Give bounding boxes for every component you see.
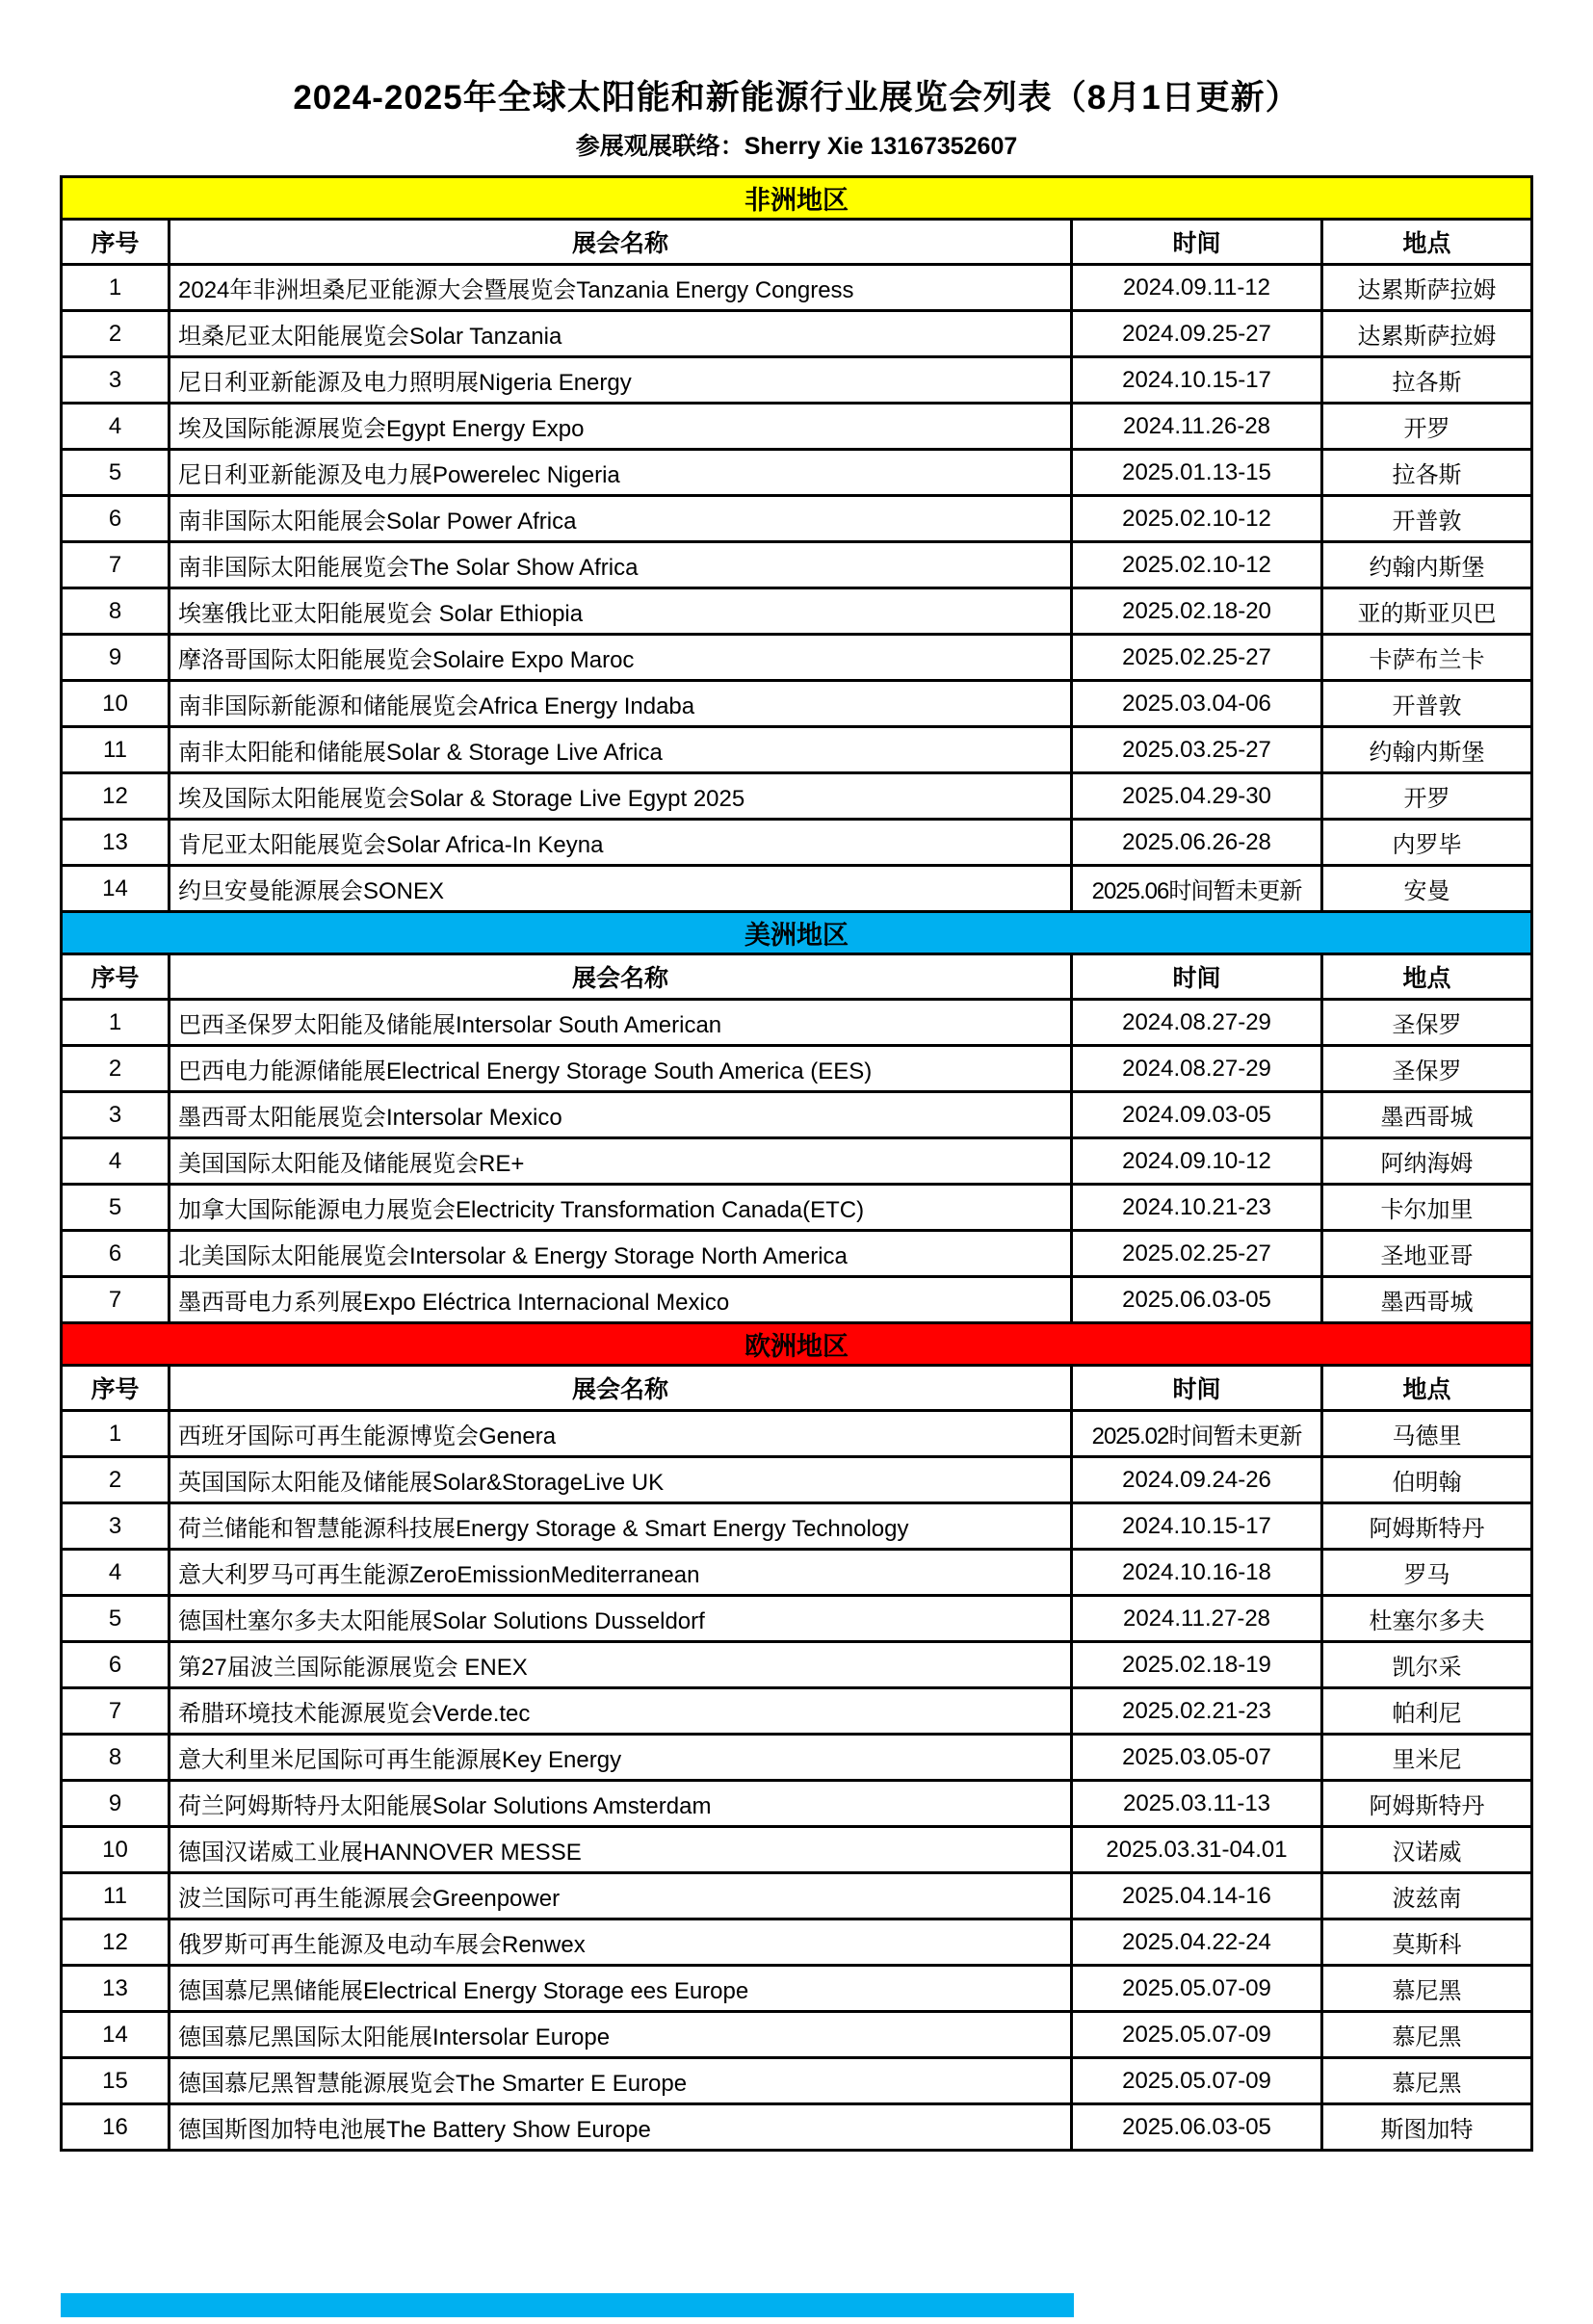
cell-index: 12	[62, 773, 170, 820]
cell-date: 2025.04.14-16	[1072, 1873, 1322, 1919]
cell-exhibition-name: 尼日利亚新能源及电力照明展Nigeria Energy	[170, 357, 1072, 404]
table-row	[62, 1457, 1532, 1503]
cell-exhibition-name: 第27届波兰国际能源展览会 ENEX	[170, 1642, 1072, 1688]
cell-location: 杜塞尔多夫	[1322, 1596, 1532, 1642]
next-section-partial-bar	[61, 2293, 1074, 2317]
table-row	[62, 1185, 1532, 1231]
column-header-name: 展会名称	[170, 1366, 1072, 1411]
cell-date: 2025.03.11-13	[1072, 1781, 1322, 1827]
column-header-date: 时间	[1072, 220, 1322, 265]
cell-exhibition-name: 美国国际太阳能及储能展览会RE+	[170, 1138, 1072, 1185]
cell-date: 2025.03.05-07	[1072, 1735, 1322, 1781]
cell-date: 2025.02.21-23	[1072, 1688, 1322, 1735]
cell-date: 2024.08.27-29	[1072, 1000, 1322, 1046]
table-row	[62, 681, 1532, 727]
cell-index: 11	[62, 727, 170, 773]
cell-date: 2025.03.31-04.01	[1072, 1827, 1322, 1873]
cell-location: 达累斯萨拉姆	[1322, 311, 1532, 357]
section-header-bar: 非洲地区	[62, 177, 1532, 220]
cell-location: 圣地亚哥	[1322, 1231, 1532, 1277]
table-row	[62, 635, 1532, 681]
cell-exhibition-name: 荷兰储能和智慧能源科技展Energy Storage & Smart Energy Technology	[170, 1503, 1072, 1550]
column-header-location: 地点	[1322, 220, 1532, 265]
table-row	[62, 1000, 1532, 1046]
cell-exhibition-name: 德国慕尼黑储能展Electrical Energy Storage ees Europe	[170, 1966, 1072, 2012]
column-header-name: 展会名称	[170, 954, 1072, 1000]
column-header-location: 地点	[1322, 954, 1532, 1000]
table-row	[62, 2058, 1532, 2104]
cell-index: 4	[62, 404, 170, 450]
cell-location: 罗马	[1322, 1550, 1532, 1596]
cell-location: 波兹南	[1322, 1873, 1532, 1919]
cell-exhibition-name: 德国汉诺威工业展HANNOVER MESSE	[170, 1827, 1072, 1873]
cell-exhibition-name: 南非国际太阳能展览会The Solar Show Africa	[170, 542, 1072, 588]
column-header-name: 展会名称	[170, 220, 1072, 265]
cell-date: 2024.10.16-18	[1072, 1550, 1322, 1596]
exhibition-table-body	[62, 177, 1532, 2151]
cell-index: 6	[62, 496, 170, 542]
table-row	[62, 357, 1532, 404]
cell-location: 开罗	[1322, 404, 1532, 450]
table-row	[62, 1550, 1532, 1596]
cell-date: 2025.02.25-27	[1072, 1231, 1322, 1277]
cell-location: 墨西哥城	[1322, 1092, 1532, 1138]
cell-exhibition-name: 德国慕尼黑国际太阳能展Intersolar Europe	[170, 2012, 1072, 2058]
cell-location: 亚的斯亚贝巴	[1322, 588, 1532, 635]
cell-index: 13	[62, 820, 170, 866]
cell-exhibition-name: 埃及国际能源展览会Egypt Energy Expo	[170, 404, 1072, 450]
cell-index: 16	[62, 2104, 170, 2151]
cell-exhibition-name: 德国斯图加特电池展The Battery Show Europe	[170, 2104, 1072, 2151]
cell-index: 2	[62, 1457, 170, 1503]
cell-location: 里米尼	[1322, 1735, 1532, 1781]
cell-index: 5	[62, 450, 170, 496]
cell-index: 13	[62, 1966, 170, 2012]
cell-date: 2024.09.24-26	[1072, 1457, 1322, 1503]
table-row	[62, 404, 1532, 450]
table-row	[62, 1781, 1532, 1827]
cell-location: 开普敦	[1322, 681, 1532, 727]
cell-location: 慕尼黑	[1322, 2058, 1532, 2104]
cell-index: 4	[62, 1550, 170, 1596]
cell-date: 2024.09.25-27	[1072, 311, 1322, 357]
table-row	[62, 1277, 1532, 1323]
cell-date: 2025.02.25-27	[1072, 635, 1322, 681]
cell-date: 2024.11.26-28	[1072, 404, 1322, 450]
cell-location: 墨西哥城	[1322, 1277, 1532, 1323]
cell-location: 汉诺威	[1322, 1827, 1532, 1873]
table-row	[62, 1873, 1532, 1919]
cell-location: 斯图加特	[1322, 2104, 1532, 2151]
cell-index: 3	[62, 1503, 170, 1550]
cell-date: 2025.02.10-12	[1072, 496, 1322, 542]
cell-exhibition-name: 埃及国际太阳能展览会Solar & Storage Live Egypt 2025	[170, 773, 1072, 820]
table-row	[62, 1966, 1532, 2012]
cell-location: 慕尼黑	[1322, 2012, 1532, 2058]
cell-date: 2024.09.11-12	[1072, 265, 1322, 311]
cell-index: 8	[62, 1735, 170, 1781]
cell-exhibition-name: 南非国际新能源和储能展览会Africa Energy Indaba	[170, 681, 1072, 727]
cell-location: 伯明翰	[1322, 1457, 1532, 1503]
table-row	[62, 1092, 1532, 1138]
cell-exhibition-name: 埃塞俄比亚太阳能展览会 Solar Ethiopia	[170, 588, 1072, 635]
cell-location: 开罗	[1322, 773, 1532, 820]
page-title: 2024-2025年全球太阳能和新能源行业展览会列表（8月1日更新）	[293, 79, 1300, 117]
table-row	[62, 1735, 1532, 1781]
table-row	[62, 1503, 1532, 1550]
table-row	[62, 542, 1532, 588]
cell-date: 2025.02.10-12	[1072, 542, 1322, 588]
cell-location: 圣保罗	[1322, 1000, 1532, 1046]
cell-location: 马德里	[1322, 1411, 1532, 1457]
cell-exhibition-name: 墨西哥电力系列展Expo Eléctrica Internacional Mexico	[170, 1277, 1072, 1323]
cell-date: 2024.10.15-17	[1072, 357, 1322, 404]
cell-date: 2024.10.21-23	[1072, 1185, 1322, 1231]
cell-location: 圣保罗	[1322, 1046, 1532, 1092]
cell-location: 约翰内斯堡	[1322, 727, 1532, 773]
cell-exhibition-name: 巴西电力能源储能展Electrical Energy Storage South America (EES)	[170, 1046, 1072, 1092]
cell-exhibition-name: 意大利罗马可再生能源ZeroEmissionMediterranean	[170, 1550, 1072, 1596]
cell-location: 阿纳海姆	[1322, 1138, 1532, 1185]
cell-exhibition-name: 西班牙国际可再生能源博览会Genera	[170, 1411, 1072, 1457]
cell-location: 安曼	[1322, 866, 1532, 912]
cell-index: 10	[62, 681, 170, 727]
cell-index: 10	[62, 1827, 170, 1873]
cell-index: 1	[62, 265, 170, 311]
table-row	[62, 1138, 1532, 1185]
table-row	[62, 1827, 1532, 1873]
table-row	[62, 496, 1532, 542]
cell-date: 2025.02.18-20	[1072, 588, 1322, 635]
cell-location: 开普敦	[1322, 496, 1532, 542]
table-row	[62, 1411, 1532, 1457]
cell-exhibition-name: 2024年非洲坦桑尼亚能源大会暨展览会Tanzania Energy Congress	[170, 265, 1072, 311]
table-row	[62, 311, 1532, 357]
table-row	[62, 866, 1532, 912]
cell-index: 7	[62, 1277, 170, 1323]
cell-index: 9	[62, 1781, 170, 1827]
cell-index: 1	[62, 1411, 170, 1457]
table-row	[62, 2104, 1532, 2151]
cell-index: 4	[62, 1138, 170, 1185]
cell-location: 凯尔采	[1322, 1642, 1532, 1688]
cell-date: 2025.06.26-28	[1072, 820, 1322, 866]
section-header-bar: 欧洲地区	[62, 1323, 1532, 1366]
table-row	[62, 265, 1532, 311]
cell-date: 2024.11.27-28	[1072, 1596, 1322, 1642]
cell-date: 2025.05.07-09	[1072, 2012, 1322, 2058]
cell-index: 7	[62, 1688, 170, 1735]
cell-index: 5	[62, 1185, 170, 1231]
cell-exhibition-name: 英国国际太阳能及储能展Solar&StorageLive UK	[170, 1457, 1072, 1503]
cell-index: 2	[62, 311, 170, 357]
cell-index: 14	[62, 866, 170, 912]
table-row	[62, 1688, 1532, 1735]
column-header-index: 序号	[62, 1366, 170, 1411]
column-header-index: 序号	[62, 220, 170, 265]
table-row	[62, 2012, 1532, 2058]
cell-location: 阿姆斯特丹	[1322, 1781, 1532, 1827]
cell-index: 6	[62, 1231, 170, 1277]
cell-index: 3	[62, 357, 170, 404]
cell-location: 阿姆斯特丹	[1322, 1503, 1532, 1550]
column-header-location: 地点	[1322, 1366, 1532, 1411]
table-row	[62, 820, 1532, 866]
cell-exhibition-name: 俄罗斯可再生能源及电动车展会Renwex	[170, 1919, 1072, 1966]
table-row	[62, 588, 1532, 635]
table-row	[62, 773, 1532, 820]
table-row	[62, 450, 1532, 496]
table-row	[62, 1919, 1532, 1966]
cell-location: 拉各斯	[1322, 357, 1532, 404]
cell-date: 2024.09.10-12	[1072, 1138, 1322, 1185]
column-header-index: 序号	[62, 954, 170, 1000]
cell-exhibition-name: 尼日利亚新能源及电力展Powerelec Nigeria	[170, 450, 1072, 496]
cell-index: 5	[62, 1596, 170, 1642]
table-row	[62, 1642, 1532, 1688]
cell-exhibition-name: 德国杜塞尔多夫太阳能展Solar Solutions Dusseldorf	[170, 1596, 1072, 1642]
cell-date: 2024.10.15-17	[1072, 1503, 1322, 1550]
cell-date: 2025.05.07-09	[1072, 2058, 1322, 2104]
cell-exhibition-name: 摩洛哥国际太阳能展览会Solaire Expo Maroc	[170, 635, 1072, 681]
cell-exhibition-name: 肯尼亚太阳能展览会Solar Africa-In Keyna	[170, 820, 1072, 866]
cell-index: 2	[62, 1046, 170, 1092]
cell-date: 2025.06.03-05	[1072, 2104, 1322, 2151]
cell-index: 14	[62, 2012, 170, 2058]
cell-index: 7	[62, 542, 170, 588]
contact-line: 参展观展联络：Sherry Xie 13167352607	[575, 133, 1018, 160]
cell-exhibition-name: 希腊环境技术能源展览会Verde.tec	[170, 1688, 1072, 1735]
cell-exhibition-name: 北美国际太阳能展览会Intersolar & Energy Storage North America	[170, 1231, 1072, 1277]
cell-exhibition-name: 墨西哥太阳能展览会Intersolar Mexico	[170, 1092, 1072, 1138]
table-row	[62, 1046, 1532, 1092]
cell-date: 2025.02.18-19	[1072, 1642, 1322, 1688]
cell-index: 8	[62, 588, 170, 635]
table-row	[62, 727, 1532, 773]
column-header-date: 时间	[1072, 1366, 1322, 1411]
cell-index: 3	[62, 1092, 170, 1138]
cell-index: 1	[62, 1000, 170, 1046]
cell-exhibition-name: 南非国际太阳能展会Solar Power Africa	[170, 496, 1072, 542]
cell-exhibition-name: 巴西圣保罗太阳能及储能展Intersolar South American	[170, 1000, 1072, 1046]
cell-location: 慕尼黑	[1322, 1966, 1532, 2012]
cell-exhibition-name: 德国慕尼黑智慧能源展览会The Smarter E Europe	[170, 2058, 1072, 2104]
cell-date: 2025.03.25-27	[1072, 727, 1322, 773]
cell-date: 2025.06.03-05	[1072, 1277, 1322, 1323]
cell-location: 拉各斯	[1322, 450, 1532, 496]
cell-exhibition-name: 约旦安曼能源展会SONEX	[170, 866, 1072, 912]
cell-date: 2025.02时间暂未更新	[1072, 1411, 1322, 1457]
cell-date: 2025.01.13-15	[1072, 450, 1322, 496]
cell-location: 帕利尼	[1322, 1688, 1532, 1735]
table-row	[62, 1596, 1532, 1642]
cell-location: 内罗毕	[1322, 820, 1532, 866]
cell-index: 11	[62, 1873, 170, 1919]
cell-location: 约翰内斯堡	[1322, 542, 1532, 588]
column-header-date: 时间	[1072, 954, 1322, 1000]
cell-index: 12	[62, 1919, 170, 1966]
cell-location: 卡萨布兰卡	[1322, 635, 1532, 681]
cell-date: 2024.09.03-05	[1072, 1092, 1322, 1138]
exhibition-table	[60, 175, 1533, 2152]
cell-date: 2025.04.29-30	[1072, 773, 1322, 820]
cell-location: 莫斯科	[1322, 1919, 1532, 1966]
cell-index: 9	[62, 635, 170, 681]
cell-exhibition-name: 南非太阳能和储能展Solar & Storage Live Africa	[170, 727, 1072, 773]
cell-date: 2025.06时间暂未更新	[1072, 866, 1322, 912]
cell-date: 2024.08.27-29	[1072, 1046, 1322, 1092]
cell-index: 15	[62, 2058, 170, 2104]
cell-exhibition-name: 坦桑尼亚太阳能展览会Solar Tanzania	[170, 311, 1072, 357]
cell-location: 达累斯萨拉姆	[1322, 265, 1532, 311]
cell-exhibition-name: 荷兰阿姆斯特丹太阳能展Solar Solutions Amsterdam	[170, 1781, 1072, 1827]
cell-date: 2025.05.07-09	[1072, 1966, 1322, 2012]
cell-exhibition-name: 意大利里米尼国际可再生能源展Key Energy	[170, 1735, 1072, 1781]
cell-exhibition-name: 加拿大国际能源电力展览会Electricity Transformation Canada(ETC)	[170, 1185, 1072, 1231]
cell-index: 6	[62, 1642, 170, 1688]
cell-location: 卡尔加里	[1322, 1185, 1532, 1231]
table-row	[62, 1231, 1532, 1277]
cell-date: 2025.03.04-06	[1072, 681, 1322, 727]
cell-date: 2025.04.22-24	[1072, 1919, 1322, 1966]
section-header-bar: 美洲地区	[62, 912, 1532, 954]
cell-exhibition-name: 波兰国际可再生能源展会Greenpower	[170, 1873, 1072, 1919]
